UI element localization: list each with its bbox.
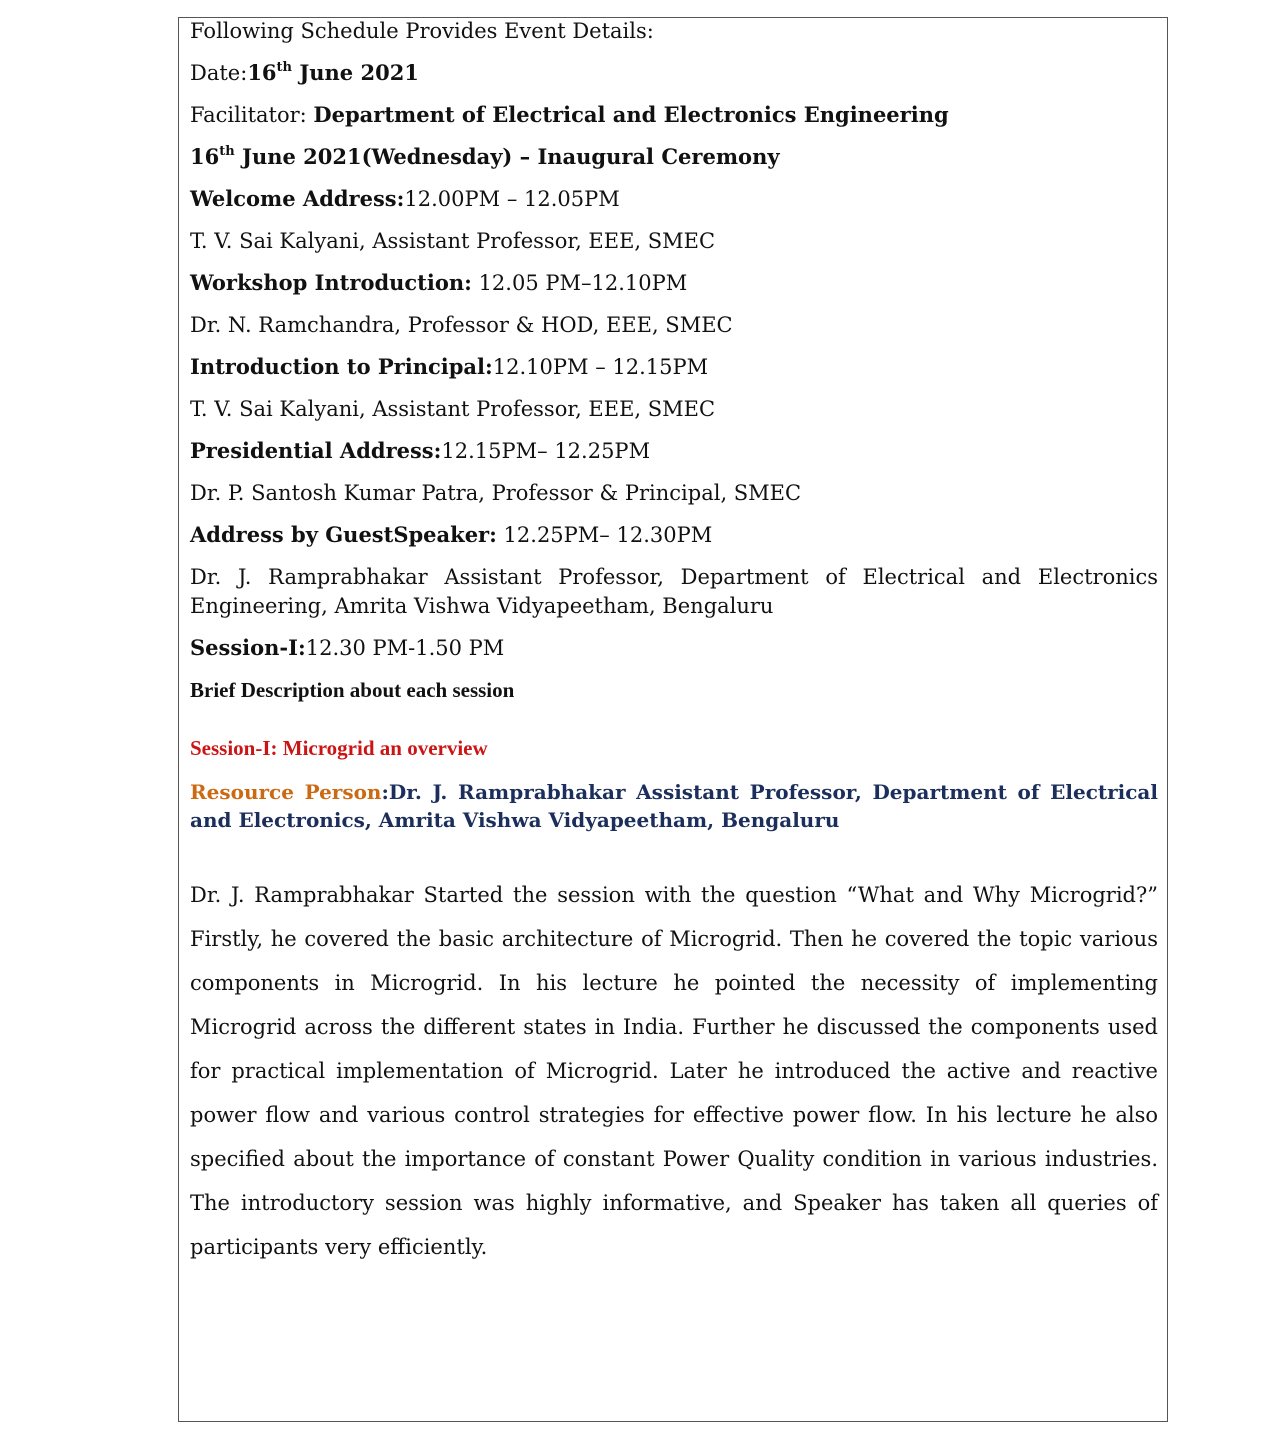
- schedule-item-title: Welcome Address:: [190, 186, 405, 211]
- session-heading: Session-I: Microgrid an overview: [190, 736, 488, 760]
- date-line: [190, 59, 1158, 101]
- schedule-item-title: Workshop Introduction:: [190, 270, 472, 295]
- resource-person: [190, 778, 1158, 834]
- schedule-title: [190, 437, 1158, 479]
- session-line: [190, 634, 1158, 676]
- schedule-title: [190, 269, 1158, 311]
- intro-text: Following Schedule Provides Event Details:: [190, 19, 654, 43]
- schedule-item-title: Address by GuestSpeaker:: [190, 522, 497, 547]
- resource-label: Resource Person: [190, 780, 382, 804]
- schedule-item-time: 12.25PM– 12.30PM: [496, 523, 713, 547]
- schedule-item-time: 12.05 PM–12.10PM: [471, 271, 688, 295]
- session-time: 12.30 PM-1.50 PM: [305, 636, 505, 660]
- schedule-person: [190, 563, 1158, 621]
- facilitator-line: [190, 101, 1158, 143]
- schedule-item-person: Dr. P. Santosh Kumar Patra, Professor & Principal, SMEC: [190, 481, 802, 505]
- session-title: Session-I:: [190, 635, 306, 660]
- schedule-item-time: 12.15PM– 12.25PM: [441, 439, 651, 463]
- schedule-item-person: T. V. Sai Kalyani, Assistant Professor, EEE, SMEC: [190, 229, 716, 253]
- schedule-item-person: Dr. J. Ramprabhakar Assistant Professor, Department of Electrical and Electronics Engineering, Amrita Vishwa Vidyapeetham, Bengaluru: [190, 565, 1158, 618]
- document-body: [190, 17, 1158, 1269]
- schedule-person: [190, 227, 1158, 269]
- schedule-item-person: T. V. Sai Kalyani, Assistant Professor, EEE, SMEC: [190, 397, 716, 421]
- date-label: Date:: [190, 61, 248, 85]
- facilitator-label: Facilitator:: [190, 103, 314, 127]
- schedule-person: [190, 311, 1158, 353]
- ceremony-heading: 16th June 2021(Wednesday) – Inaugural Ceremony: [190, 144, 780, 169]
- brief-heading: Brief Description about each session: [190, 678, 515, 702]
- schedule-item-title: Introduction to Principal:: [190, 354, 493, 379]
- date-value: 16th June 2021: [247, 60, 419, 85]
- schedule-item-time: 12.10PM – 12.15PM: [492, 355, 709, 379]
- schedule-person: [190, 395, 1158, 437]
- schedule-person: [190, 479, 1158, 521]
- schedule-title: [190, 353, 1158, 395]
- schedule-title: [190, 185, 1158, 227]
- schedule-item-person: Dr. N. Ramchandra, Professor & HOD, EEE, SMEC: [190, 313, 733, 337]
- resource-value: :Dr. J. Ramprabhakar Assistant Professor, Department of Electrical and Electronics, Amrita Vishwa Vidyapeetham, Bengaluru: [190, 780, 1158, 832]
- facilitator-value: Department of Electrical and Electronics Engineering: [313, 102, 949, 127]
- schedule-item-time: 12.00PM – 12.05PM: [404, 187, 620, 211]
- schedule-item-title: Presidential Address:: [190, 438, 442, 463]
- intro-line: [190, 17, 1158, 59]
- session-description: Dr. J. Ramprabhakar Started the session with the question “What and Why Microgrid?” Firstly, he covered the basic architecture of Microgrid. Then he covered the topic various components in Microgrid. In his lecture he pointed the necessity of implementing Microgrid across the different states in India. Further he discussed the components used for practical implementation of Microgrid. Later he introduced the active and reactive power flow and various control strategies for effective power flow. In his lecture he also specified about the importance of constant Power Quality condition in various industries. The introductory session was highly informative, and Speaker has taken all queries of participants very efficiently.: [190, 883, 1158, 1259]
- schedule-title: [190, 521, 1158, 563]
